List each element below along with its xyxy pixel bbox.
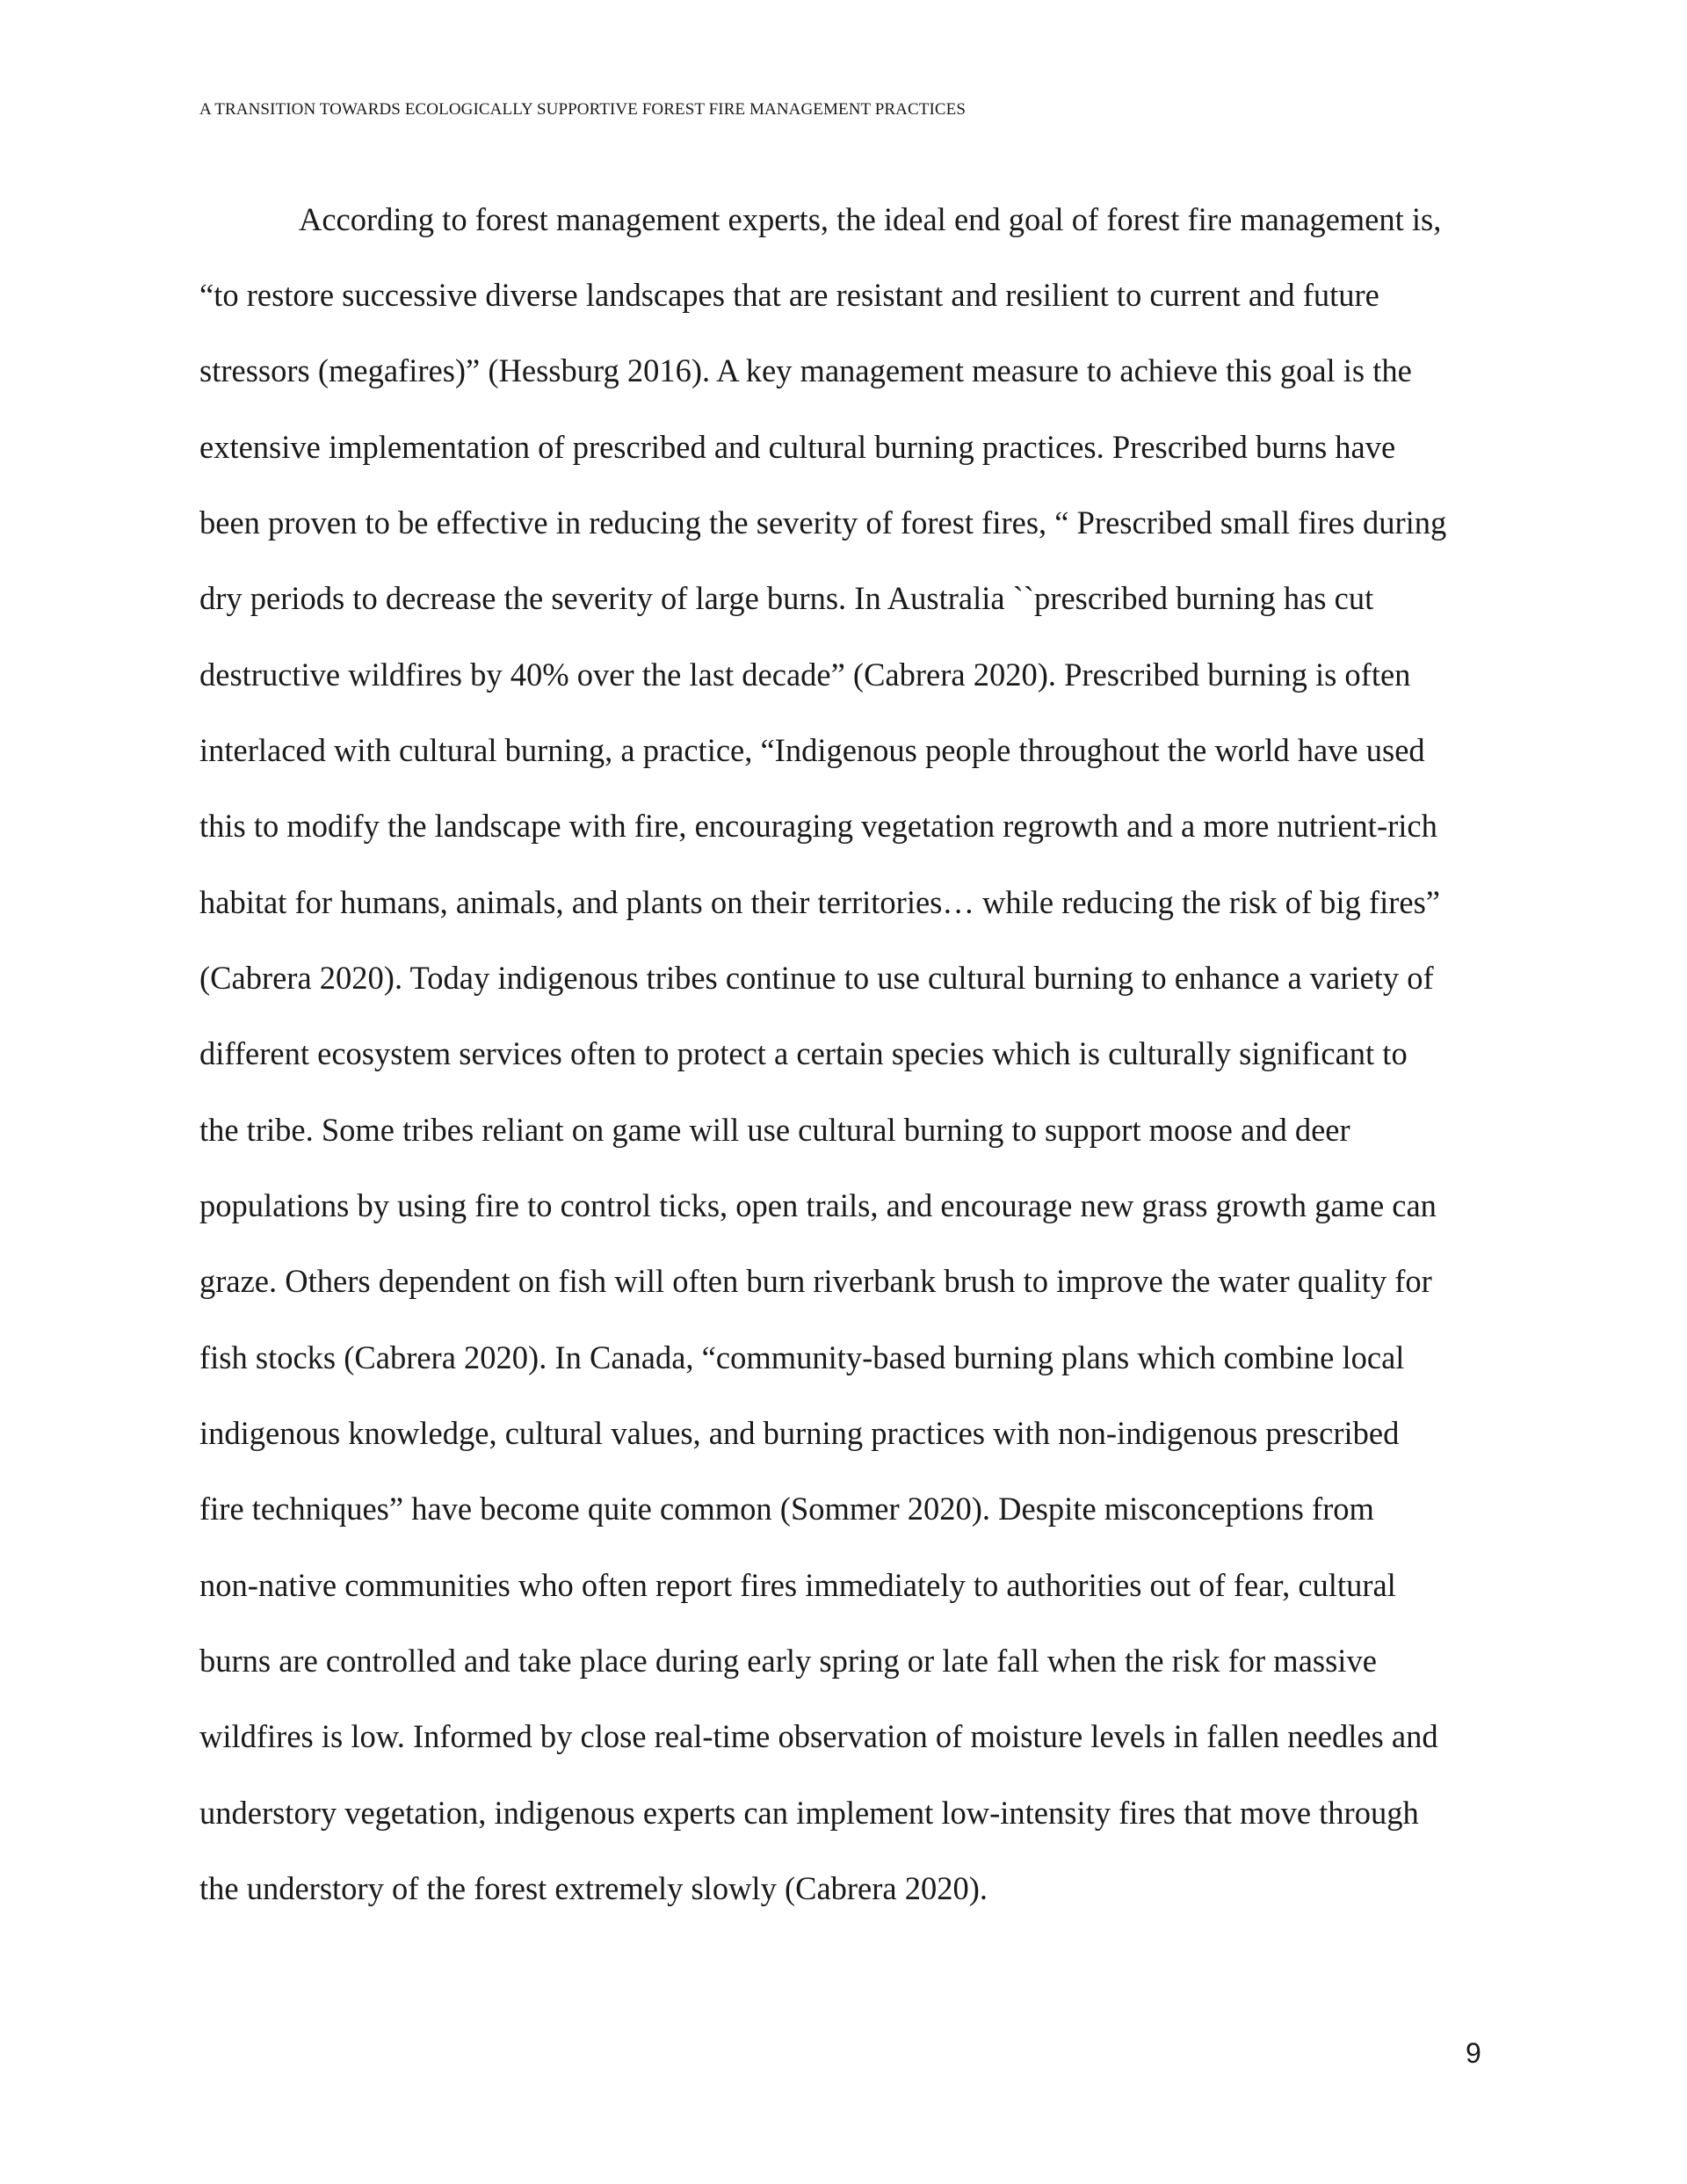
page-number: 9: [1466, 2037, 1481, 2069]
text-line: interlaced with cultural burning, a practice, “Indigenous people throughout the world have used: [199, 732, 1425, 768]
text-line: this to modify the landscape with fire, encouraging vegetation regrowth and a more nutrient-rich: [199, 808, 1437, 844]
running-head: A TRANSITION TOWARDS ECOLOGICALLY SUPPORTIVE FOREST FIRE MANAGEMENT PRACTICES: [199, 100, 967, 119]
text-line: extensive implementation of prescribed and cultural burning practices. Prescribed burns have: [199, 429, 1396, 465]
text-line: populations by using fire to control ticks, open trails, and encourage new grass growth game can: [199, 1187, 1437, 1223]
text-line: been proven to be effective in reducing the severity of forest fires, “ Prescribed small fires during: [199, 504, 1447, 541]
text-line: “to restore successive diverse landscapes that are resistant and resilient to current and future: [199, 277, 1379, 313]
text-line: indigenous knowledge, cultural values, and burning practices with non-indigenous prescribed: [199, 1415, 1400, 1451]
text-line: the tribe. Some tribes reliant on game will use cultural burning to support moose and deer: [199, 1112, 1350, 1148]
text-line: the understory of the forest extremely slowly (Cabrera 2020).: [199, 1870, 988, 1906]
text-line: stressors (megafires)” (Hessburg 2016). A key management measure to achieve this goal is the: [199, 352, 1412, 388]
text-line: wildfires is low. Informed by close real-time observation of moisture levels in fallen needles and: [199, 1718, 1438, 1754]
text-line: fish stocks (Cabrera 2020). In Canada, “community-based burning plans which combine local: [199, 1339, 1405, 1375]
text-line: graze. Others dependent on fish will often burn riverbank brush to improve the water quality for: [199, 1263, 1432, 1299]
text-line: dry periods to decrease the severity of large burns. In Australia ``prescribed burning has cut: [199, 580, 1374, 616]
text-line: fire techniques” have become quite common (Sommer 2020). Despite misconceptions from: [199, 1491, 1374, 1527]
text-line: habitat for humans, animals, and plants on their territories… while reducing the risk of big fires”: [199, 884, 1440, 920]
text-line: burns are controlled and take place during early spring or late fall when the risk for massive: [199, 1643, 1377, 1679]
text-line: different ecosystem services often to protect a certain species which is culturally significant to: [199, 1035, 1408, 1071]
text-line: non-native communities who often report fires immediately to authorities out of fear, cultural: [199, 1567, 1396, 1603]
text-line: According to forest management experts, the ideal end goal of forest fire management is,: [299, 201, 1442, 237]
text-line: understory vegetation, indigenous experts can implement low-intensity fires that move through: [199, 1795, 1419, 1831]
text-line: destructive wildfires by 40% over the last decade” (Cabrera 2020). Prescribed burning is often: [199, 657, 1411, 693]
text-line: (Cabrera 2020). Today indigenous tribes continue to use cultural burning to enhance a variety of: [199, 960, 1434, 996]
